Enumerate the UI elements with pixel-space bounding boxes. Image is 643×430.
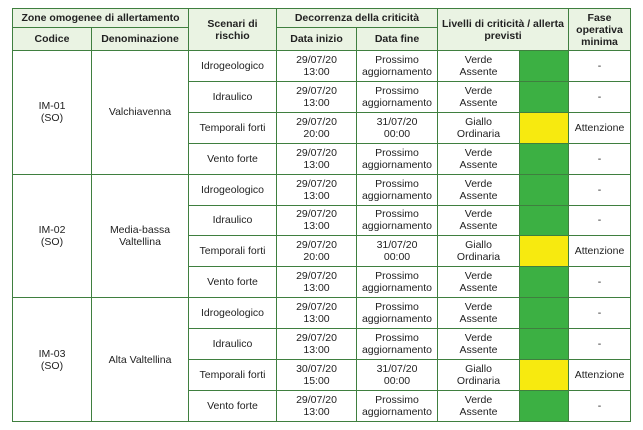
end-date-cell: Prossimo aggiornamento xyxy=(357,174,438,205)
start-date-cell: 29/07/20 13:00 xyxy=(277,205,357,236)
phase-cell: - xyxy=(569,174,631,205)
zone-name-cell: Valchiavenna xyxy=(92,51,189,175)
start-date-cell: 29/07/20 13:00 xyxy=(277,298,357,329)
level-cell: Verde Assente xyxy=(438,174,520,205)
scenario-cell: Idraulico xyxy=(189,81,277,112)
start-date-cell: 29/07/20 20:00 xyxy=(277,236,357,267)
start-date-cell: 29/07/20 13:00 xyxy=(277,143,357,174)
level-color-swatch xyxy=(520,81,569,112)
table-row xyxy=(13,298,631,329)
level-cell: Giallo Ordinaria xyxy=(438,236,520,267)
table-body xyxy=(13,51,631,422)
phase-cell: - xyxy=(569,267,631,298)
phase-cell: - xyxy=(569,298,631,329)
level-color-swatch xyxy=(520,112,569,143)
start-date-cell: 29/07/20 13:00 xyxy=(277,51,357,82)
data-fine-header: Data fine xyxy=(357,28,438,51)
phase-cell: - xyxy=(569,81,631,112)
start-date-cell: 29/07/20 20:00 xyxy=(277,112,357,143)
phase-cell: - xyxy=(569,143,631,174)
phase-cell: - xyxy=(569,205,631,236)
level-cell: Giallo Ordinaria xyxy=(438,360,520,391)
scenario-cell: Temporali forti xyxy=(189,236,277,267)
start-date-cell: 29/07/20 13:00 xyxy=(277,174,357,205)
level-color-swatch xyxy=(520,390,569,421)
scenario-cell: Idraulico xyxy=(189,329,277,360)
end-date-cell: Prossimo aggiornamento xyxy=(357,205,438,236)
livelli-header: Livelli di criticità / allerta previsti xyxy=(438,9,569,51)
start-date-cell: 29/07/20 13:00 xyxy=(277,81,357,112)
level-cell: Verde Assente xyxy=(438,81,520,112)
end-date-cell: Prossimo aggiornamento xyxy=(357,329,438,360)
scenario-cell: Temporali forti xyxy=(189,360,277,391)
scenario-cell: Vento forte xyxy=(189,390,277,421)
zone-code-cell: IM-02 (SO) xyxy=(13,174,92,298)
phase-cell: Attenzione xyxy=(569,112,631,143)
scenario-cell: Temporali forti xyxy=(189,112,277,143)
end-date-cell: 31/07/20 00:00 xyxy=(357,236,438,267)
end-date-cell: Prossimo aggiornamento xyxy=(357,267,438,298)
zone-name-cell: Media-bassa Valtellina xyxy=(92,174,189,298)
scenario-cell: Idrogeologico xyxy=(189,51,277,82)
end-date-cell: Prossimo aggiornamento xyxy=(357,390,438,421)
decorrenza-header: Decorrenza della criticità xyxy=(277,9,438,28)
scenari-header: Scenari di rischio xyxy=(189,9,277,51)
table-row xyxy=(13,51,631,82)
end-date-cell: Prossimo aggiornamento xyxy=(357,143,438,174)
zone-name-cell: Alta Valtellina xyxy=(92,298,189,422)
level-color-swatch xyxy=(520,329,569,360)
phase-cell: - xyxy=(569,329,631,360)
codice-header: Codice xyxy=(13,28,92,51)
level-cell: Giallo Ordinaria xyxy=(438,112,520,143)
criticality-table xyxy=(12,8,631,422)
level-cell: Verde Assente xyxy=(438,51,520,82)
level-color-swatch xyxy=(520,236,569,267)
level-cell: Verde Assente xyxy=(438,143,520,174)
level-color-swatch xyxy=(520,298,569,329)
scenario-cell: Idrogeologico xyxy=(189,174,277,205)
start-date-cell: 29/07/20 13:00 xyxy=(277,329,357,360)
level-cell: Verde Assente xyxy=(438,390,520,421)
end-date-cell: Prossimo aggiornamento xyxy=(357,81,438,112)
start-date-cell: 30/07/20 15:00 xyxy=(277,360,357,391)
level-cell: Verde Assente xyxy=(438,205,520,236)
level-color-swatch xyxy=(520,205,569,236)
level-cell: Verde Assente xyxy=(438,329,520,360)
level-color-swatch xyxy=(520,360,569,391)
phase-cell: - xyxy=(569,51,631,82)
scenario-cell: Idrogeologico xyxy=(189,298,277,329)
phase-cell: Attenzione xyxy=(569,236,631,267)
scenario-cell: Idraulico xyxy=(189,205,277,236)
end-date-cell: 31/07/20 00:00 xyxy=(357,112,438,143)
end-date-cell: 31/07/20 00:00 xyxy=(357,360,438,391)
scenario-cell: Vento forte xyxy=(189,267,277,298)
level-cell: Verde Assente xyxy=(438,298,520,329)
denominazione-header: Denominazione xyxy=(92,28,189,51)
end-date-cell: Prossimo aggiornamento xyxy=(357,51,438,82)
phase-cell: - xyxy=(569,390,631,421)
scenario-cell: Vento forte xyxy=(189,143,277,174)
level-color-swatch xyxy=(520,51,569,82)
data-inizio-header: Data inizio xyxy=(277,28,357,51)
start-date-cell: 29/07/20 13:00 xyxy=(277,390,357,421)
level-color-swatch xyxy=(520,174,569,205)
level-color-swatch xyxy=(520,267,569,298)
level-cell: Verde Assente xyxy=(438,267,520,298)
start-date-cell: 29/07/20 13:00 xyxy=(277,267,357,298)
zone-group-header: Zone omogenee di allertamento xyxy=(13,9,189,28)
zone-code-cell: IM-01 (SO) xyxy=(13,51,92,175)
zone-code-cell: IM-03 (SO) xyxy=(13,298,92,422)
level-color-swatch xyxy=(520,143,569,174)
fase-header: Fase operativa minima xyxy=(569,9,631,51)
end-date-cell: Prossimo aggiornamento xyxy=(357,298,438,329)
table-row xyxy=(13,174,631,205)
phase-cell: Attenzione xyxy=(569,360,631,391)
